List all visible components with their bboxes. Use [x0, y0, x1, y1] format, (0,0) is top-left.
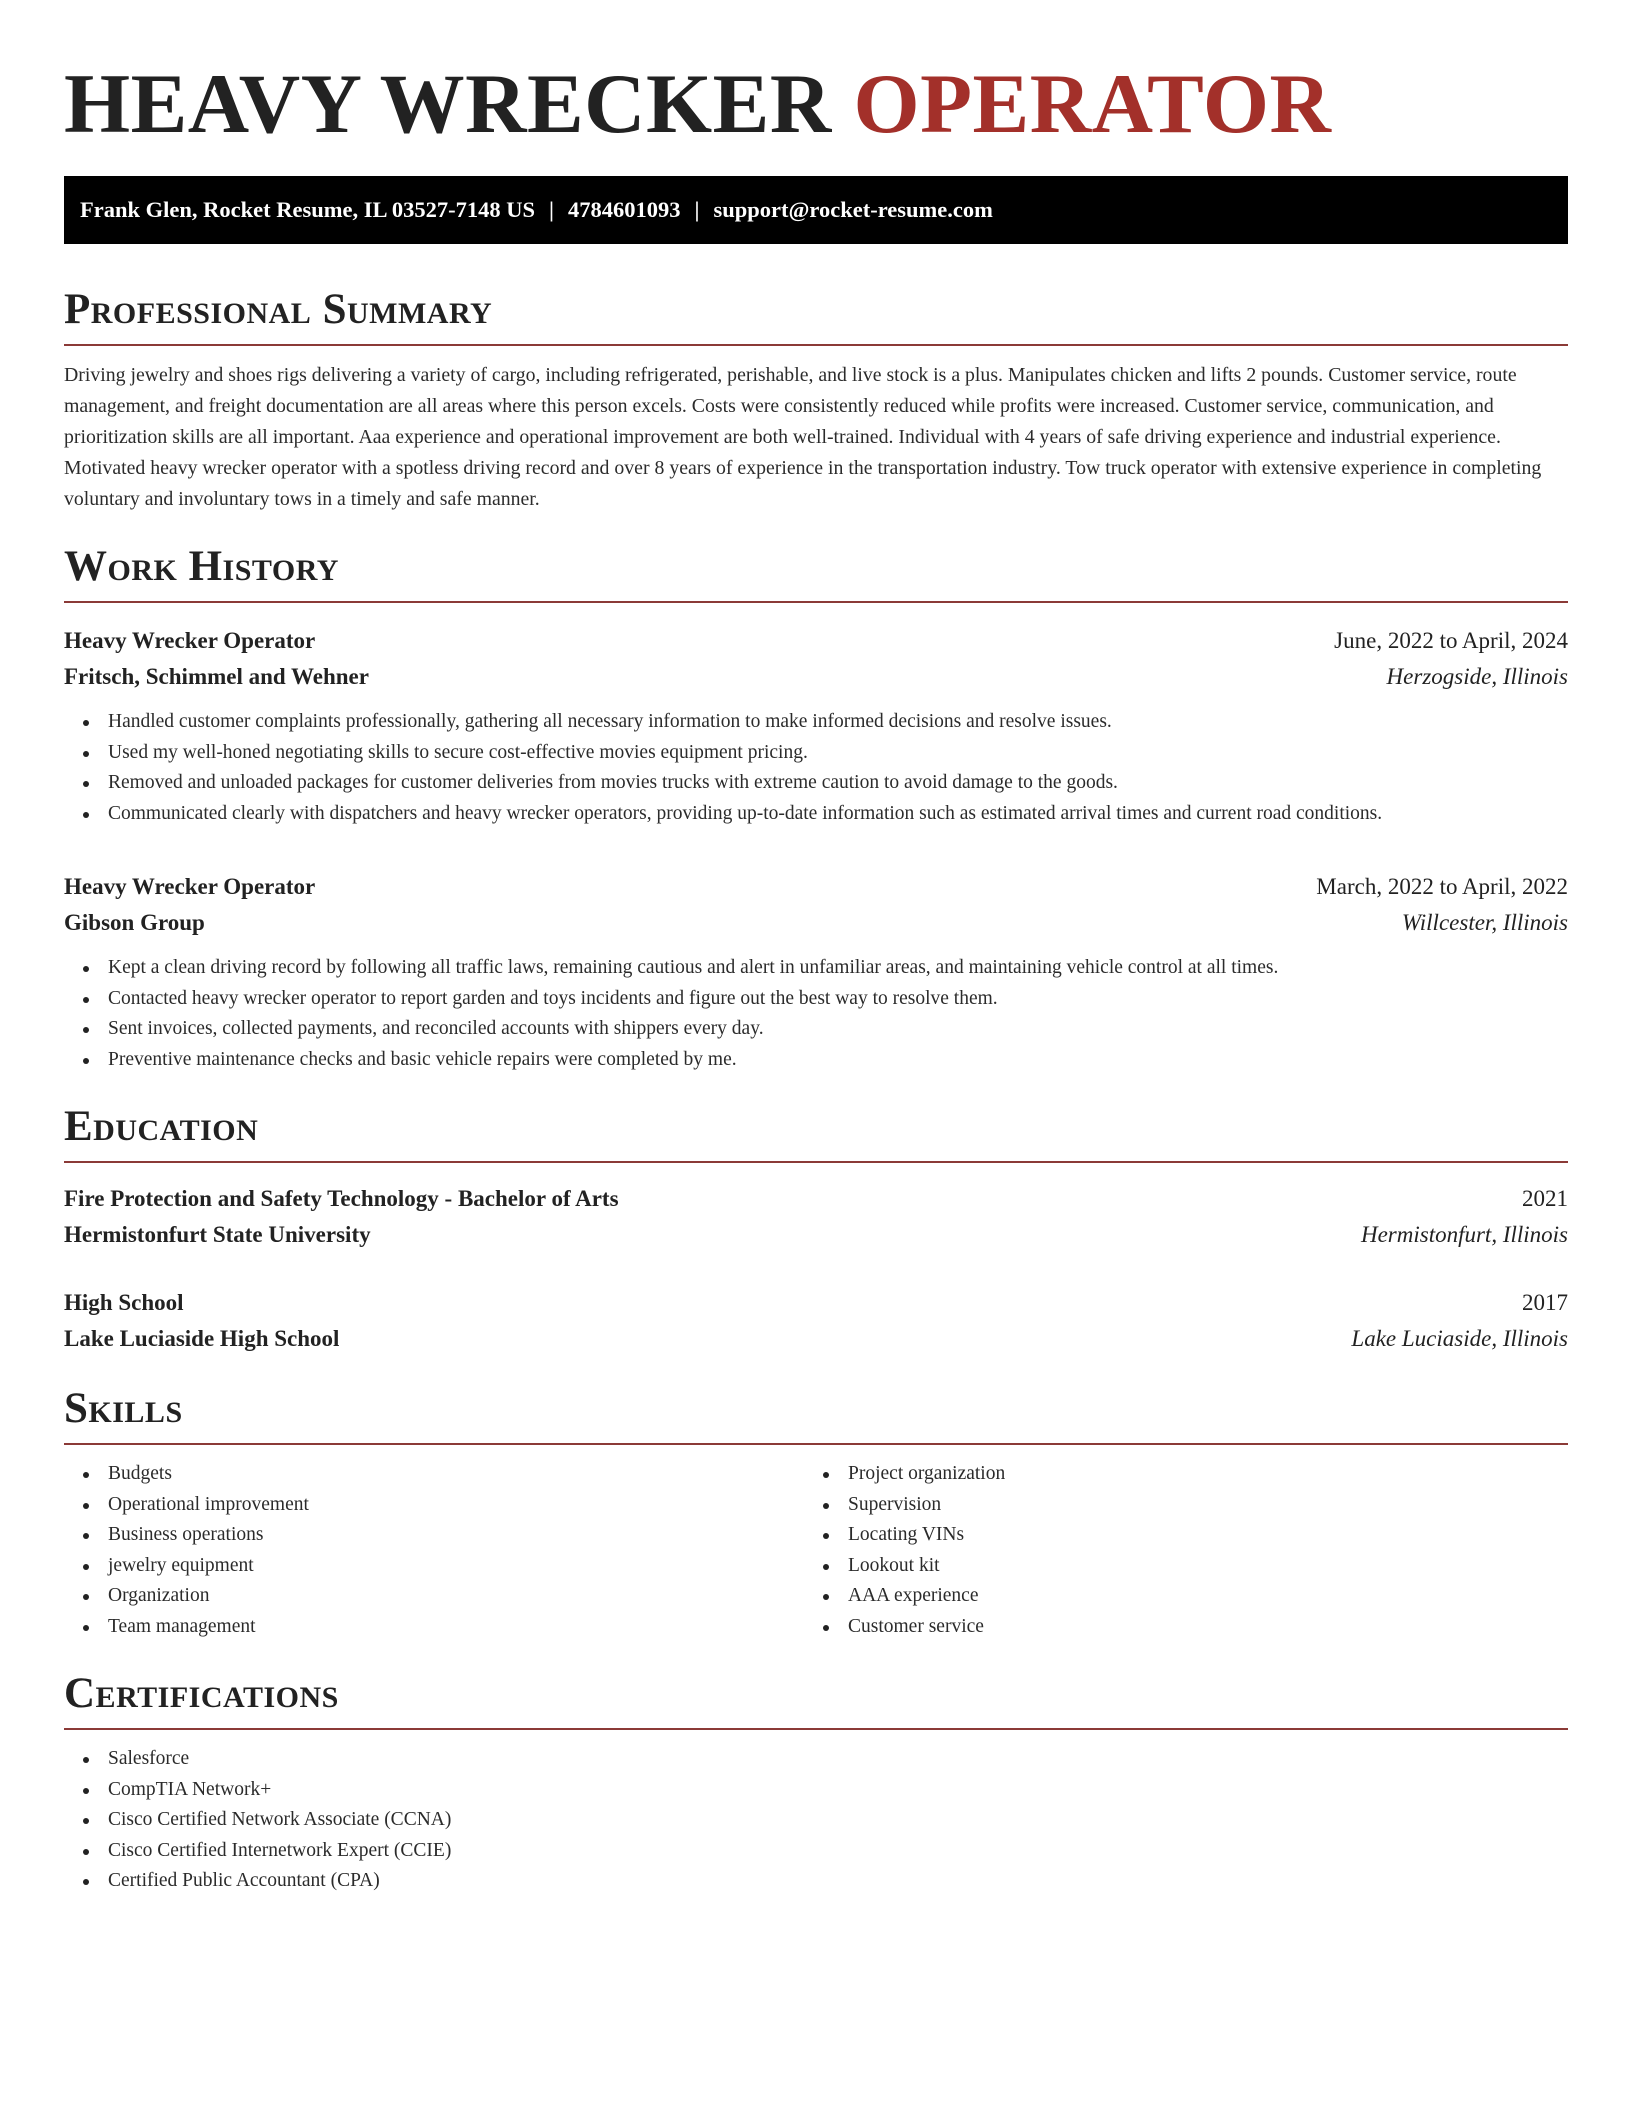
skills-heading: Skills	[64, 1383, 1568, 1445]
skills-grid	[64, 1459, 1568, 1642]
education-section	[64, 1101, 1568, 1357]
education-school-row	[64, 1321, 1568, 1357]
skills-list-right	[804, 1459, 1544, 1642]
contact-phone[interactable]: 4784601093	[567, 197, 681, 222]
page-title	[64, 0, 1568, 154]
list-item: Project organization	[848, 1459, 1544, 1490]
list-item: Organization	[108, 1581, 804, 1612]
education-degree: High School	[64, 1290, 184, 1315]
list-item: Used my well-honed negotiating skills to secure cost-effective movies equipment pricing.	[108, 738, 1568, 769]
job-entry	[64, 623, 1568, 829]
list-item: Locating VINs	[848, 1520, 1544, 1551]
list-item: Supervision	[848, 1490, 1544, 1521]
job-title: Heavy Wrecker Operator	[64, 628, 316, 653]
list-item: Contacted heavy wrecker operator to report garden and toys incidents and figure out the best way to resolve them.	[108, 984, 1568, 1015]
education-school: Lake Luciaside High School	[64, 1326, 340, 1351]
work-history-heading: Work History	[64, 541, 1568, 603]
education-degree: Fire Protection and Safety Technology - Bachelor of Arts	[64, 1186, 619, 1211]
job-company-row	[64, 905, 1568, 941]
list-item: Business operations	[108, 1520, 804, 1551]
job-company-row	[64, 659, 1568, 695]
list-item: Removed and unloaded packages for customer deliveries from movies trucks with extreme caution to avoid damage to the goods.	[108, 768, 1568, 799]
job-location: Herzogside, Illinois	[1386, 664, 1568, 689]
education-heading: Education	[64, 1101, 1568, 1163]
contact-separator: |	[694, 197, 700, 222]
list-item: Lookout kit	[848, 1551, 1544, 1582]
list-item: Salesforce	[108, 1744, 1568, 1775]
job-bullets	[64, 707, 1568, 829]
list-item: Kept a clean driving record by following all traffic laws, remaining cautious and alert in unfamiliar areas, and maintaining vehicle control at all times.	[108, 953, 1568, 984]
list-item: Budgets	[108, 1459, 804, 1490]
education-location: Hermistonfurt, Illinois	[1360, 1222, 1568, 1247]
education-year: 2021	[1522, 1186, 1568, 1211]
education-location: Lake Luciaside, Illinois	[1351, 1326, 1568, 1351]
list-item: Cisco Certified Internetwork Expert (CCIE)	[108, 1836, 1568, 1867]
certifications-section	[64, 1668, 1568, 1897]
list-item: Preventive maintenance checks and basic vehicle repairs were completed by me.	[108, 1045, 1568, 1076]
job-title-row	[64, 623, 1568, 659]
list-item: AAA experience	[848, 1581, 1544, 1612]
job-location: Willcester, Illinois	[1401, 910, 1568, 935]
list-item: Cisco Certified Network Associate (CCNA)	[108, 1805, 1568, 1836]
education-degree-row	[64, 1285, 1568, 1321]
list-item: Customer service	[848, 1612, 1544, 1643]
contact-bar	[64, 176, 1568, 244]
title-main: HEAVY WRECKER	[64, 57, 832, 151]
skills-section	[64, 1383, 1568, 1642]
job-bullets	[64, 953, 1568, 1075]
list-item: CompTIA Network+	[108, 1775, 1568, 1806]
education-school-row	[64, 1217, 1568, 1253]
list-item: Operational improvement	[108, 1490, 804, 1521]
job-dates: March, 2022 to April, 2022	[1316, 874, 1568, 899]
skills-list-left	[64, 1459, 804, 1642]
education-school: Hermistonfurt State University	[64, 1222, 371, 1247]
contact-separator: |	[549, 197, 554, 222]
job-dates: June, 2022 to April, 2024	[1334, 628, 1568, 653]
list-item: Communicated clearly with dispatchers and heavy wrecker operators, providing up-to-date information such as estimated arrival times and current road conditions.	[108, 799, 1568, 830]
list-item: Handled customer complaints professionally, gathering all necessary information to make informed decisions and resolve issues.	[108, 707, 1568, 738]
certifications-heading: Certifications	[64, 1668, 1568, 1730]
summary-section	[64, 284, 1568, 515]
education-entry	[64, 1181, 1568, 1253]
job-company: Fritsch, Schimmel and Wehner	[64, 664, 369, 689]
title-accent: OPERATOR	[853, 57, 1332, 151]
list-item: Certified Public Accountant (CPA)	[108, 1866, 1568, 1897]
job-company: Gibson Group	[64, 910, 205, 935]
job-entry	[64, 869, 1568, 1075]
education-degree-row	[64, 1181, 1568, 1217]
list-item: Sent invoices, collected payments, and reconciled accounts with shippers every day.	[108, 1014, 1568, 1045]
list-item: jewelry equipment	[108, 1551, 804, 1582]
summary-heading: Professional Summary	[64, 284, 1568, 346]
certifications-list	[64, 1744, 1568, 1897]
contact-address: Frank Glen, Rocket Resume, IL 03527-7148 US	[80, 197, 535, 222]
contact-email[interactable]: support@rocket-resume.com	[713, 197, 993, 222]
job-title-row	[64, 869, 1568, 905]
summary-text: Driving jewelry and shoes rigs delivering a variety of cargo, including refrigerated, perishable, and live stock is a plus. Manipulates chicken and lifts 2 pounds. Customer service, route management, and freight documentation are all areas where this person excels. Costs were consistently reduced while profits were increased. Customer service, communication, and prioritization skills are all important. Aaa experience and operational improvement are both well-trained. Individual with 4 years of safe driving experience and industrial experience. Motivated heavy wrecker operator with a spotless driving record and over 8 years of experience in the transportation industry. Tow truck operator with extensive experience in completing voluntary and involuntary tows in a timely and safe manner.	[64, 364, 1542, 510]
job-title: Heavy Wrecker Operator	[64, 874, 316, 899]
education-year: 2017	[1522, 1290, 1568, 1315]
list-item: Team management	[108, 1612, 804, 1643]
education-entry	[64, 1285, 1568, 1357]
work-history-section	[64, 541, 1568, 1075]
